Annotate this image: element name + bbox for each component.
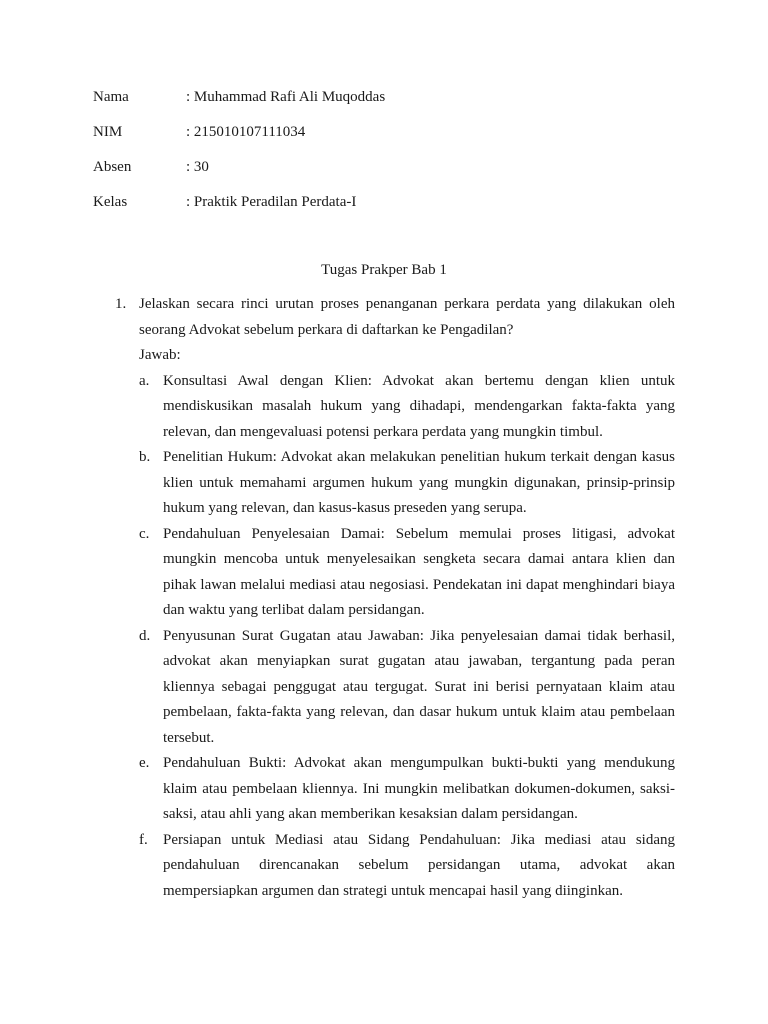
identity-table	[93, 86, 693, 226]
identity-label: NIM	[93, 124, 123, 140]
answer-text: Pendahuluan Penyelesaian Damai: Sebelum memulai proses litigasi, advokat mungkin mencoba untuk menyelesaikan sengketa secara damai antara klien dan pihak lawan melalui mediasi atau negosiasi. Pendekatan ini dapat menghindari biaya dan waktu yang terlibat dalam persidangan.	[163, 525, 675, 618]
question-number: 1.	[115, 296, 127, 312]
identity-value: : Muhammad Rafi Ali Muqoddas	[186, 89, 386, 105]
identity-value: : Praktik Peradilan Perdata-I	[186, 194, 357, 210]
question-body	[139, 292, 675, 904]
answer-list	[139, 369, 675, 905]
identity-row-absen	[93, 156, 693, 191]
answer-text: Penelitian Hukum: Advokat akan melakukan penelitian hukum terkait dengan kasus klien untuk memahami argumen hukum yang mungkin digunakan, prinsip-prinsip hukum yang relevan, dan kasus-kasus preseden yang serupa.	[163, 449, 675, 516]
answer-item-e	[139, 751, 675, 828]
answer-text: Persiapan untuk Mediasi atau Sidang Pendahuluan: Jika mediasi atau sidang pendahuluan direncanakan sebelum persidangan utama, advokat akan mempersiapkan argumen dan strategi untuk mencapai hasil yang diinginkan.	[163, 831, 675, 899]
answer-letter: a.	[139, 372, 150, 389]
identity-row-nama	[93, 86, 693, 121]
identity-value: : 30	[186, 159, 209, 175]
answer-text: Pendahuluan Bukti: Advokat akan mengumpulkan bukti-bukti yang mendukung klaim atau pembelaan kliennya. Ini mungkin melibatkan dokumen-dokumen, saksi-saksi, atau ahli yang akan memberikan kesaksian dalam persidangan.	[163, 755, 675, 822]
identity-label: Absen	[93, 159, 132, 175]
question-block	[115, 292, 675, 904]
answer-letter: e.	[139, 755, 150, 771]
answer-item-a	[139, 369, 675, 446]
answer-item-c	[139, 522, 675, 624]
identity-label: Kelas	[93, 194, 128, 210]
answer-item-b	[139, 445, 675, 522]
identity-row-kelas	[93, 191, 693, 226]
answer-text: Penyusunan Surat Gugatan atau Jawaban: Jika penyelesaian damai tidak berhasil, advokat akan menyiapkan surat gugatan atau jawaban, tergantung pada peran kliennya sebagai penggugat atau tergugat. Surat ini berisi pernyataan klaim atau pembelaan, fakta-fakta yang relevan, dan dasar hukum untuk klaim atau pembelaan tersebut.	[163, 627, 675, 746]
answer-letter: d.	[139, 627, 151, 644]
answer-text: Konsultasi Awal dengan Klien: Advokat akan bertemu dengan klien untuk mendiskusikan masalah hukum yang dihadapi, mendengarkan fakta-fakta yang relevan, dan mengevaluasi potensi perkara perdata yang mungkin timbul.	[163, 372, 675, 440]
question-text: Jelaskan secara rinci urutan proses penanganan perkara perdata yang dilakukan oleh seorang Advokat sebelum perkara di daftarkan ke Pengadilan?	[139, 296, 675, 338]
answer-letter: f.	[139, 831, 148, 848]
answer-item-f	[139, 828, 675, 905]
document-title: Tugas Prakper Bab 1	[321, 262, 447, 278]
identity-label: Nama	[93, 89, 129, 105]
answer-letter: b.	[139, 449, 151, 465]
answer-letter: c.	[139, 525, 150, 542]
answer-item-d	[139, 624, 675, 752]
identity-value: : 215010107111034	[186, 124, 306, 140]
answer-label: Jawab:	[139, 347, 181, 363]
identity-row-nim	[93, 121, 693, 156]
